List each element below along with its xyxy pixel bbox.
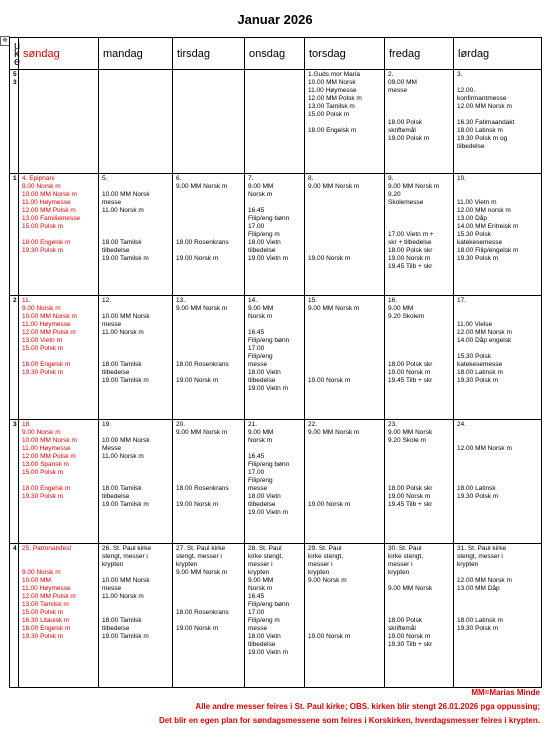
week-row [10,174,542,296]
day-header-thursday: torsdag [305,38,385,70]
day-cell: 19. 10.00 MM Norsk Messe 11.00 Norsk m 18.00 Tamilsk tilbedelse 19.00 Tamilsk m [99,420,173,544]
day-header-monday: mandag [99,38,173,70]
footer-notice-1: Alle andre messer feires i St. Paul kirke; OBS. kirken blir stengt 26.01.2026 pga oppussing; [195,702,540,711]
day-cell: 26. St. Paul kirke stengt, messer i krypten 10.00 MM Norsk messe 11.00 Norsk m 18.00 Tamilsk tilbedelse 19.00 Tamilsk m [99,544,173,688]
day-cell: 22. 9.00 MM Norsk m 19.00 Norsk m [305,420,385,544]
day-cell [19,70,99,174]
day-header-saturday: lørdag [454,38,542,70]
day-cell: 6. 9.00 MM Norsk m 18.00 Rosenkrans 19.00 Norsk m [173,174,245,296]
table-move-handle-icon[interactable]: ✥ [0,36,10,46]
day-cell: 3. 12.00. konfirmantmesse 12.00 MM Norsk m 16.30 Fatimaandakt 18.00 Latinsk m 19.30 Polsk m og tilbedelse [454,70,542,174]
day-cell: 16. 9.00 MM 9.20 Skolem 18.00 Polsk skr 19.00 Norsk m 19.45 Tilb + skr [385,296,454,420]
page-title: Januar 2026 [237,12,313,27]
day-header-wednesday: onsdag [245,38,305,70]
week-number: 5 3 [10,70,19,174]
day-cell: 11. 9.00 Norsk m 10.00 MM Norsk m 11.00 Høymesse 12.00 MM Polsk m 13.00 Vietn m 15.00 Polsk m 18.00 Engelsk m 19.30 Polsk m [19,296,99,420]
day-cell: 9. 9.00 MM Norsk m 9.20 Skolemesse 17.00 Vietn m + skr + tilbedelse 18.00 Polsk skr 19.00 Norsk m 19.45 Tilb + skr [385,174,454,296]
day-cell: 27. St. Paul kirke stengt, messer i krypten 9.00 MM Norsk m 18.00 Rosenkrans 19.00 Norsk m [173,544,245,688]
day-header-friday: fredag [385,38,454,70]
day-cell: 25. Patronatsfest 9.00 Norsk m 10.00 MM 11.00 Høymesse 12.00 MM Polsk m 13.00 Tamilsk m 15.00 Polsk m 16.30 Litauisk m 18.00 Engelsk m 19.30 Polsk m [19,544,99,688]
day-cell: 4. Epiphani 9.00 Norsk m 10.00 MM Norsk m 11.00 Høymesse 12.00 MM Polsk m 13.00 Familiemesse 15.00 Polsk m 18.00 Engelsk m 19.30 Polsk m [19,174,99,296]
day-cell: 15. 9.00 MM Norsk m 19.00 Norsk m [305,296,385,420]
day-cell: 12. 10.00 MM Norsk messe 11.00 Norsk m 18.00 Tamilsk tilbedelse 19.00 Tamilsk m [99,296,173,420]
day-cell: 31. St. Paul kirke stengt, messer i krypten 12.00 MM Norsk m 13.00 MM Dåp 18.00 Latinsk m 19.30 Polsk m [454,544,542,688]
day-cell: 18. 9.00 Norsk m 10.00 MM Norsk m 11.00 Høymesse 12.00 MM Polsk m 13.00 Spansk m 15.00 Polsk m 18.00 Engelsk m 19.30 Polsk m [19,420,99,544]
day-cell: 29. St. Paul kirke stengt, messer i krypten 9.00 Norsk m 19.00 Norsk m [305,544,385,688]
day-cell: 8. 9.00 MM Norsk m 19.00 Norsk m [305,174,385,296]
day-cell [99,70,173,174]
footer-legend: MM=Marias Minde [471,688,540,697]
week-number: 4 [10,544,19,688]
day-cell: 1.Guds mor Maria 10.00 MM Norsk 11.00 Høymesse 12.00 MM Polsk m 13.00 Tamilsk m 15.00 Polsk m 18.00 Engelsk m [305,70,385,174]
day-cell: 14. 9.00 MM Norsk m 16.45 Filip/eng bønn 17.00 Filip/eng messe 18.00 Vietn tilbedelse 19.00 Vietn m [245,296,305,420]
week-column-header: u k e [10,38,19,70]
footer-notice-2: Det blir en egen plan for søndagsmessene som feires i Korskirken, hverdagsmesser feires i krypten. [158,716,540,725]
calendar-table [9,37,542,688]
day-cell: 17. 11.00 Vielse 12.00 MM Norsk m 14.00 Dåp engelsk 15.30 Polsk katekesemesse 18.00 Latinsk m 19.30 Polsk m [454,296,542,420]
week-row [10,544,542,688]
week-number: 3 [10,420,19,544]
day-cell: 30. St. Paul kirke stengt, messer i krypten 9.00 MM Norsk 18.00 Polsk skriftemål 19.00 Norsk m 19.30 Tilb + skr [385,544,454,688]
week-number: 2 [10,296,19,420]
week-row [10,70,542,174]
day-cell [173,70,245,174]
day-cell: 20. 9.00 MM Norsk m 18.00 Rosenkrans 19.00 Norsk m [173,420,245,544]
week-number: 1 [10,174,19,296]
day-header-sunday: søndag [19,38,99,70]
day-cell: 21. 9.00 MM Norsk m 16.45 Filip/eng bønn 17.00 Filip/eng messe 18.00 Vietn tilbedelse 19.00 Vietn m [245,420,305,544]
week-row [10,296,542,420]
day-cell: 13. 9.00 MM Norsk m 18.00 Rosenkrans 19.00 Norsk m [173,296,245,420]
day-cell: 28. St. Paul kirke stengt, messer i krypten 9.00 MM Norsk m 16.45 Filip/eng bønn 17.00 Filip/eng m messe 18.00 Vietn tilbedelse 19.00 Vietn m [245,544,305,688]
day-cell: 10. 11.00 Vietn m 12.00 MM norsk m 13.00 Dåp 14.00 MM Eritreisk m 15.30 Polsk katekesemesse 18.00 Filip/engelsk m 19.30 Polsk m [454,174,542,296]
day-cell: 7. 9.00 MM Norsk m 16.45 Filip/eng bønn 17.00 Filip/eng m 18.00 Vietn tilbedelse 19.00 Vietn m [245,174,305,296]
day-header-tuesday: tirsdag [173,38,245,70]
day-cell [245,70,305,174]
day-cell: 2. 09.00 MM messe 18.00 Polsk skriftemål 19.00 Polsk m [385,70,454,174]
day-cell: 23. 9.00 MM Norsk 9.20 Skole m 18.00 Polsk skr 19.00 Norsk m 19.45 Tilb + skr [385,420,454,544]
header-row [10,38,542,70]
week-row [10,420,542,544]
day-cell: 24. 12.00 MM Norsk m 18.00 Latinsk 19.30 Polsk m [454,420,542,544]
day-cell: 5. 10.00 MM Norsk messe 11.00 Norsk m 18.00 Tamilsk tilbedelse 19.00 Tamilsk m [99,174,173,296]
